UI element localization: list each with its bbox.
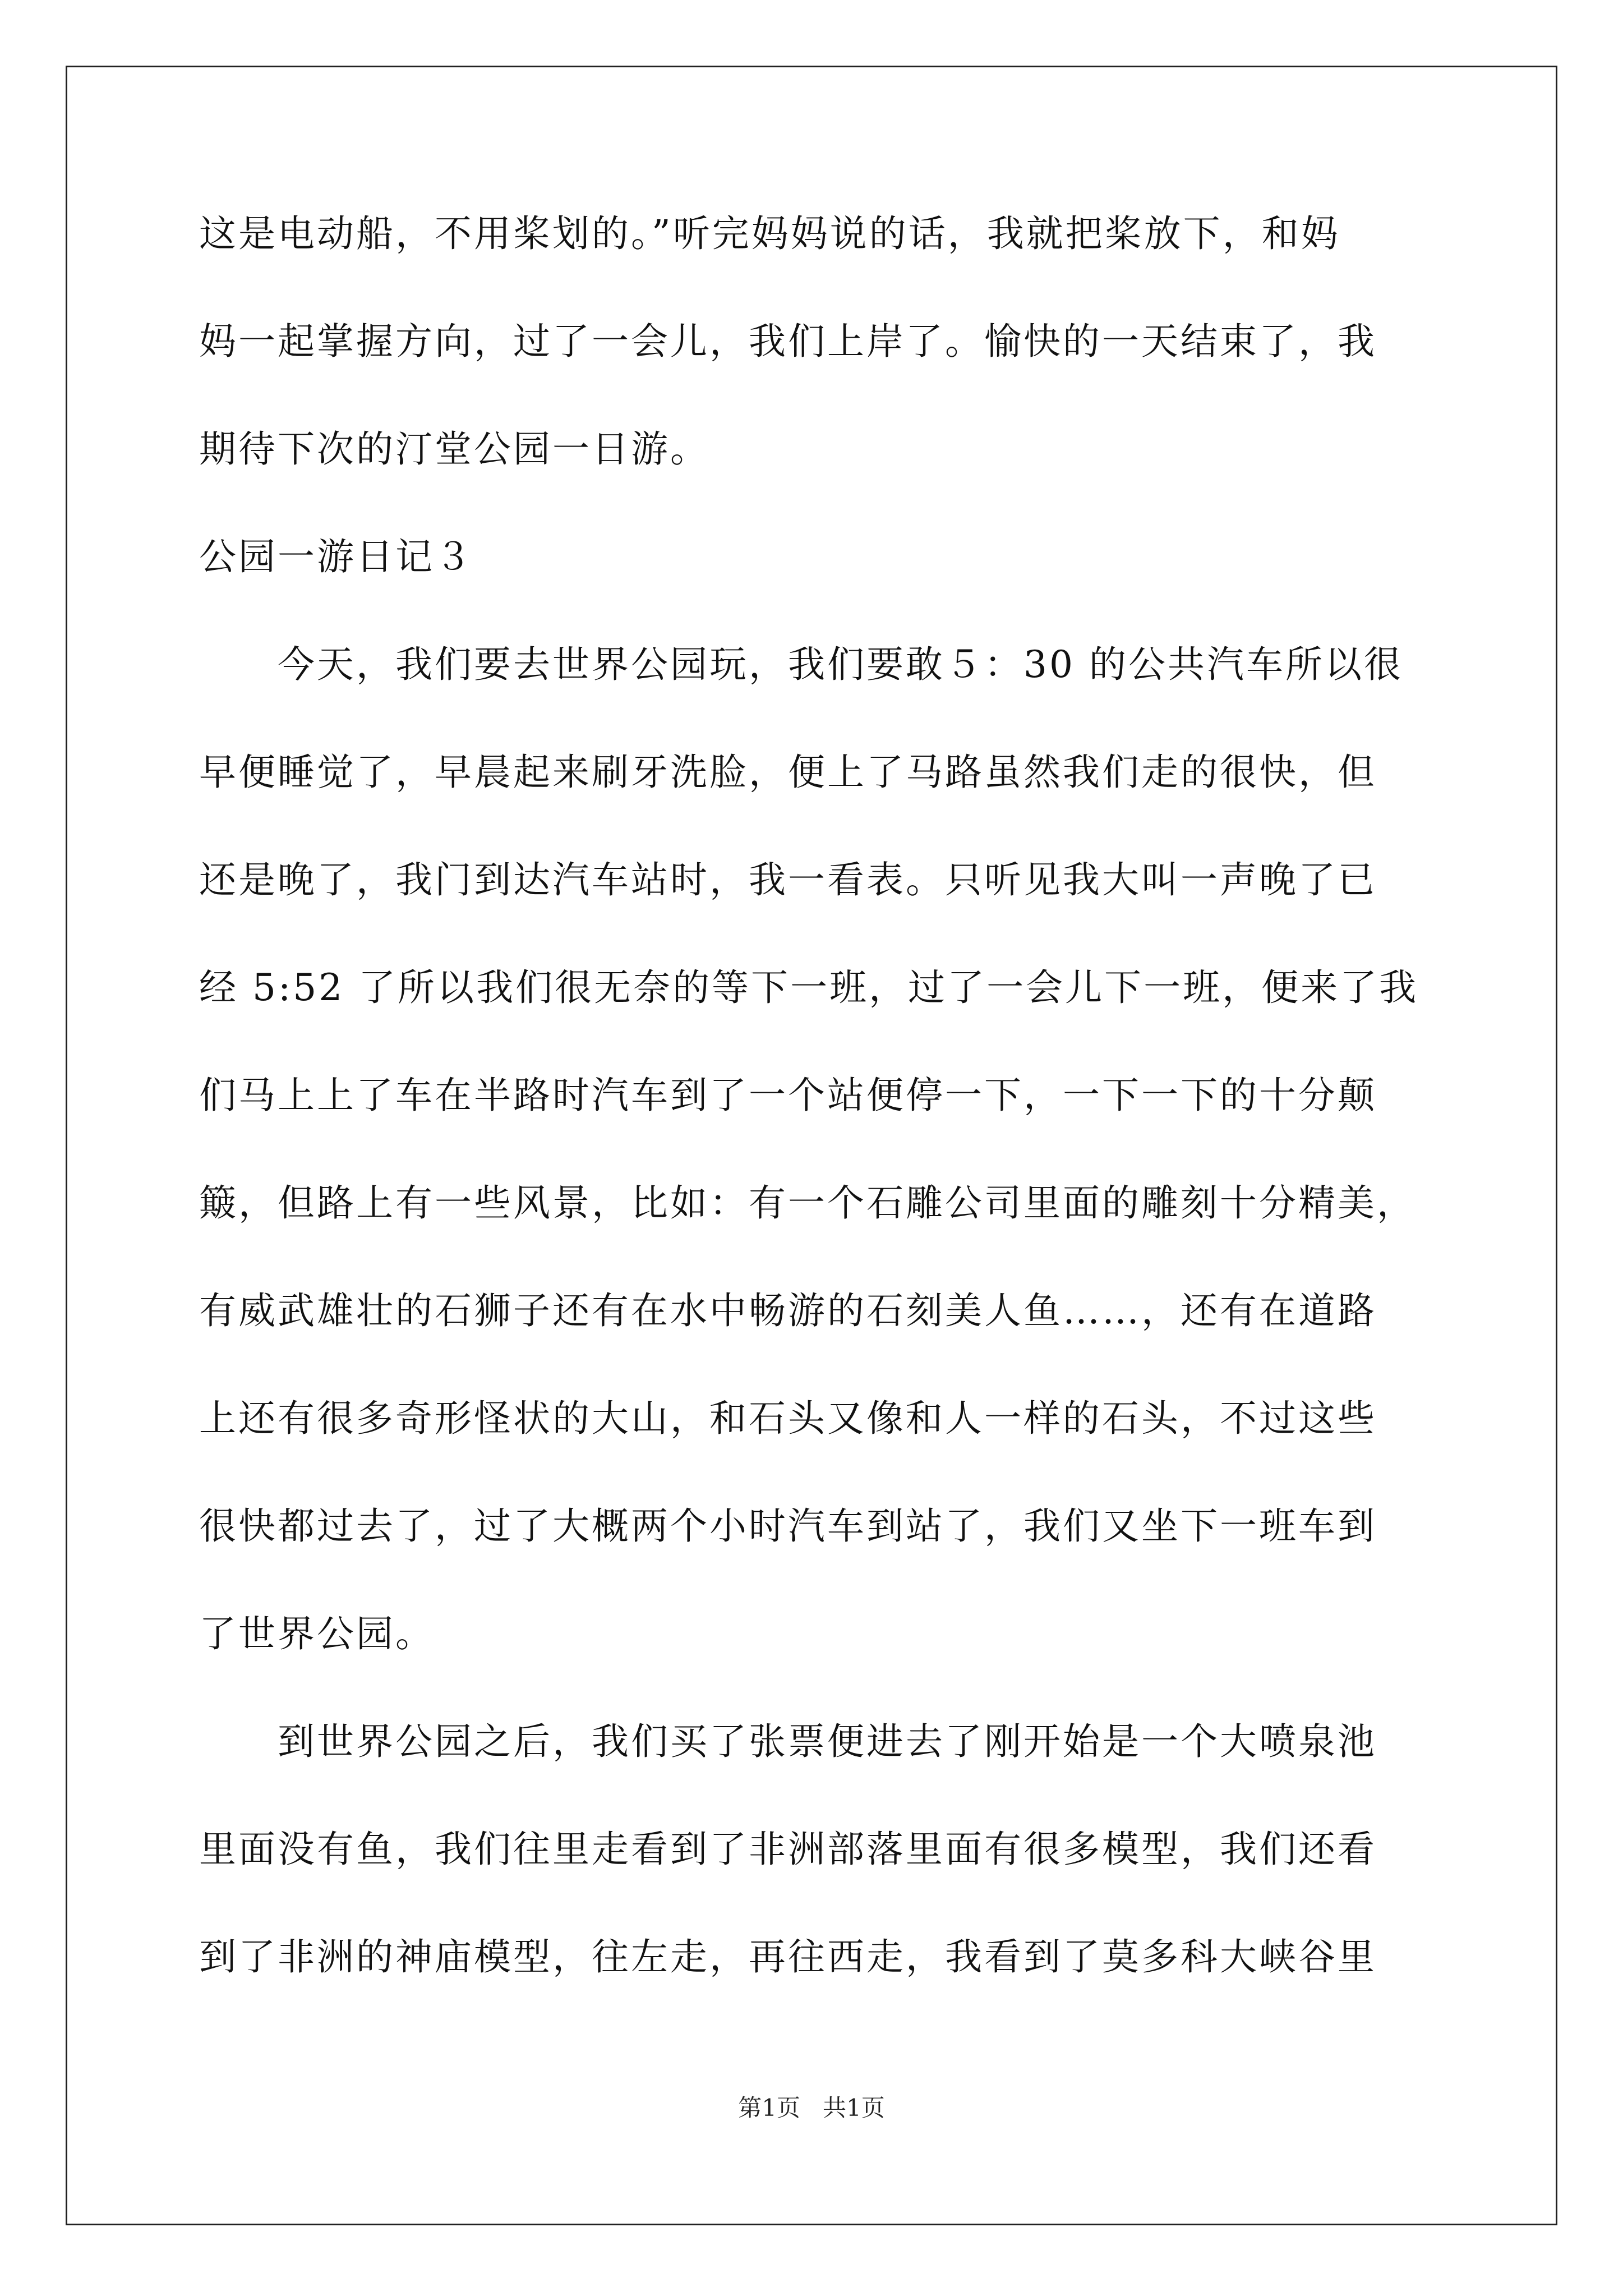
text-line: 里面没有鱼，我们往里走看到了非洲部落里面有很多模型，我们还看: [199, 1828, 1377, 1871]
text-line: 经 5:52 了所以我们很无奈的等下一班，过了一会儿下一班，便来了我: [199, 966, 1419, 1009]
text-line: 们马上上了车在半路时汽车到了一个站便停一下，一下一下的十分颠: [199, 1074, 1377, 1117]
text-line: 妈一起掌握方向，过了一会儿，我们上岸了。愉快的一天结束了，我: [199, 320, 1377, 363]
section-heading: 公园一游日记３: [199, 535, 474, 578]
page-number-footer: 第1页 共1页: [738, 2094, 885, 2122]
text-line: 早便睡觉了，早晨起来刷牙洗脸，便上了马路虽然我们走的很快，但: [199, 751, 1377, 794]
document-body: [199, 208, 1433, 2039]
text-line: 了世界公园。: [199, 1612, 435, 1655]
text-line: 到了非洲的神庙模型，往左走，再往西走，我看到了莫多科大峡谷里: [199, 1935, 1377, 1978]
text-line: 上还有很多奇形怪状的大山，和石头又像和人一样的石头，不过这些: [199, 1397, 1377, 1440]
paragraph-first-line: 到世界公园之后，我们买了张票便进去了刚开始是一个大喷泉池: [278, 1720, 1377, 1763]
text-line: 很快都过去了，过了大概两个小时汽车到站了，我们又坐下一班车到: [199, 1504, 1377, 1548]
text-line: 簸，但路上有一些风景，比如：有一个石雕公司里面的雕刻十分精美，: [199, 1181, 1416, 1225]
paragraph-first-line: 今天，我们要去世界公园玩，我们要敢５：30 的公共汽车所以很: [278, 643, 1403, 686]
text-line: 这是电动船，不用桨划的。”听完妈妈说的话，我就把桨放下，和妈: [199, 212, 1340, 255]
text-line: 还是晚了，我门到达汽车站时，我一看表。只听见我大叫一声晚了已: [199, 858, 1377, 901]
text-line: 有威武雄壮的石狮子还有在水中畅游的石刻美人鱼……，还有在道路: [199, 1289, 1377, 1332]
text-line: 期待下次的汀堂公园一日游。: [199, 427, 709, 471]
